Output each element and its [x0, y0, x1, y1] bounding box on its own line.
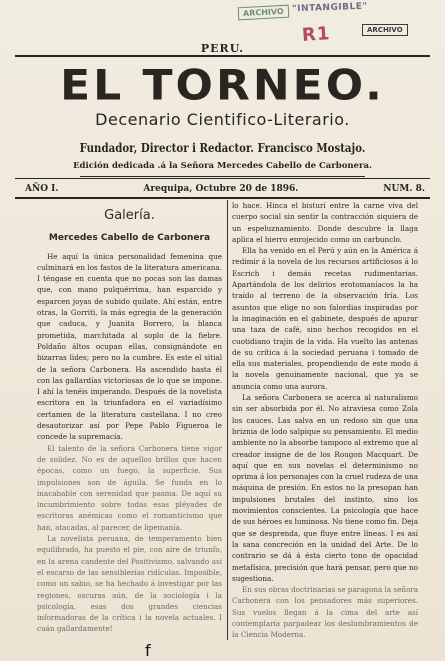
facebook-icon[interactable]: f [145, 641, 151, 660]
article-title: Mercedes Cabello de Carbonera [48, 233, 211, 244]
issue-date: Arequipa, Octubre 20 de 1896. [143, 184, 299, 194]
header-rule-thin [80, 176, 365, 177]
header-rule-mid [15, 178, 430, 179]
right-paragraph: lo hace. Hinca el bisturí entre la carne viva del cuerpo social sin sentir la contracción siquiera de un espeluznamiento. Donde descubre la llaga aplica el hierro enrojecido como un carbunclo. [232, 201, 418, 244]
left-paragraph: El talento de la señora Carbonera tiene vigor de solidez. No es de aquellos brillos que hacen épocas, como un fuego, la superficie. Sus impulsiones son de águila. Se funda en lo inacabable con serenidad que pasma. De aquí su incumbrimiento sobre todas esas pléyades de escritoras anémicas como el romanticismo que han, atacadas, al parecer, de lipemanía. [37, 443, 222, 532]
archive-stamp-green: ARCHIVO [238, 5, 289, 21]
masthead-title: EL TORNEO. [60, 61, 385, 110]
masthead-subtitle: Decenario Cientifico-Literario. [95, 110, 350, 129]
header-rule-top [15, 55, 430, 57]
founder-line: Fundador, Director i Redactor. Francisco Mostajo. [79, 141, 366, 155]
right-paragraph: En sus obras doctrinarias se paragona la señora Carbonera con los pensadores más superiores. Sus vuelos llegan á la cima del arte así contemplaría parpadear los deslumbramientos de la Ciencia Moderna. [232, 585, 419, 640]
country-label: PERU. [200, 42, 245, 55]
right-column [232, 200, 418, 641]
archive-stamp-right: ARCHIVO [362, 24, 408, 36]
issue-number: NUM. 8. [383, 184, 425, 194]
right-paragraph: La señora Carbonera se acerca al naturalismo sin ser absorbida por él. No atraviesa como Zola los cauces. Las salva en un redoso sin que una briznia de lodo salpique su pensamiento. El medio ambiente no la absorbe tampoco al extremo que al creador insigne de de los Rougon Macquart. De aquí que en sus novelas el determinismo no oprima á los personajes con la cruel rudeza de una máquina de presión. En estos no la presopan han impulsiones brutales del instinto, sino los movimientos conscientes. La psicología que hace de sus héroes es luminosa. No tiene como fin. Deja que se desprenda, que fluye entre líneas. I es así la sana concreción en la unidad del Arte. De lo contrario se dá á ésta cierto tono de opacidad metafísica, precisión que hará pensar, pero que no sugestiona. [232, 393, 418, 583]
dateline-rule [15, 197, 430, 199]
dedication-line: Edición dedicada .á la Señora Mercedes Cabello de Carbonera. [73, 161, 372, 171]
section-title: Galería. [104, 208, 155, 223]
right-paragraph: Ella ha venido en el Perú y aún en la América á redimir á la novela de los recursos artificiosos á lo Escrich i demás recetas rudimentarias. Apartándola de los delirios erotomaníacos la ha traído al terreno de la observación fría. Los asuntos que elige no son falordias inspiradas por la imaginación en el gabinete, después de apurar una taza de café, sino hechos recogidos en el cuotidiano trajín de la vida. Ha vuelto las antenas de su crítica á la sociedad peruana i tomado de ella sus materiales, propendiendo de este modo á la novela genuinamente nacional, que ya se anuncia como una aurora. [232, 246, 418, 391]
issue-year: AÑO I. [25, 184, 59, 194]
r1-stamp: R1 [301, 23, 332, 46]
column-divider [227, 200, 228, 640]
intangible-stamp: "INTANGIBLE" [291, 1, 368, 15]
left-paragraph: He aquí la única personalidad femenina que culminará en los fastos de la literatura americana. I téngase en cuenta que no pocas son las damas que, con mano pulquérrima, han esparcido y esparcen joyas de subido quilate. Ahí están, entre otras, la Gorriti, la más egregia de la generación que caduca, y Juanita Borrero, la blanca prometida, marchitada al soplo de la fiebre. Poldaño áltos ocupan ellas, consignándote en bizarras lides; pero no la cumbre. Es este el sitial de la señora Carbonera. Ha ascendido hasta él con las gallardías victoriosas de lo que se impone. I ahí la tenéis imperando. Después de la novelista escritora en la triunfadora en el variadísimo certamen de la literatura castellana. I no creo desautorizar así por Pepe Pablo Figueroa le concede la supremacía. [37, 251, 222, 442]
left-column [37, 200, 222, 635]
left-paragraph: La novelista peruana, de temperamento bien equilibrado, ha puesto el pie, con aire de triunfo, en la arena candente del Positivismo, salvando así el escarso de las sensiblerías ridículas. Imposible, como un sabio, se ha hechado á investigar por las regiones, oscuras aún, de la sociología i la psicología, esas dos grandes ciencias informadoras de la crítica i la novela actuales. I cuán gallardamente! [37, 534, 222, 634]
dateline [25, 184, 425, 194]
